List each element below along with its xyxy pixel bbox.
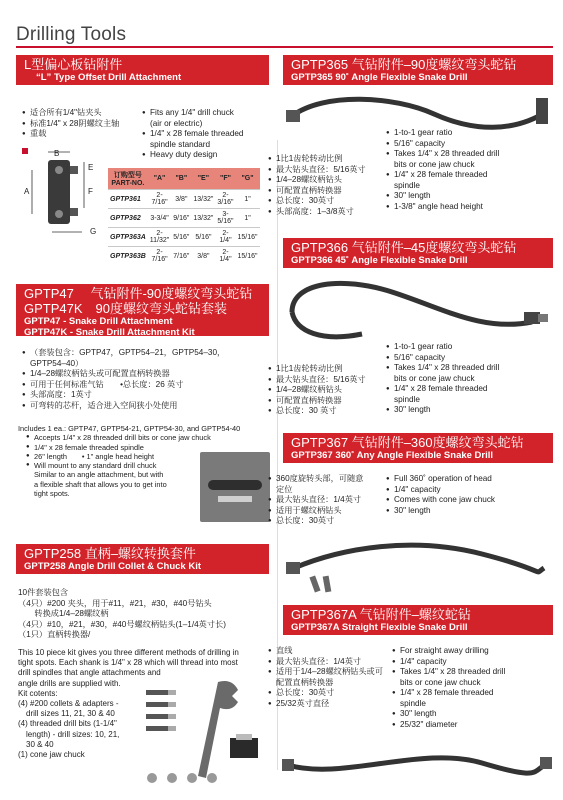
feature-item: (air or electric) [150,118,203,128]
feature-item: ● Heavy duty design [142,150,277,161]
section-title-cn: GPTP47K 90度螺纹弯头蛇钻套装 [24,300,227,316]
table-cell: 3/8" [191,247,215,266]
dim-label-b: B [54,149,60,158]
gptp258-cn-list [18,588,276,641]
feature-item: ● 30" length [386,506,551,517]
gptp365-en-list [386,128,551,212]
table-cell: 5/16" [171,228,191,247]
feature-item: ● 1-to-1 gear ratio [386,128,551,139]
feature-item: ● 总长度：30英寸 [268,516,390,527]
feature-item: ● 可配置直柄转换器 [268,186,388,197]
feature-item: ● 最大钻头直径：5/16英寸 [268,375,388,386]
table-cell: GPTP362 [108,209,148,228]
en-line: (4) #200 collets & adapters - [18,699,119,709]
table-row [108,190,260,209]
table-cell: GPTP363B [108,247,148,266]
feature-item: GPTP54–40） [30,358,84,368]
section-title-cn: L型偏心板钻附件 [24,57,123,72]
gptp367-cn-list [268,474,390,527]
section-header-gptp367a [283,605,553,635]
page-title: Drilling Tools [16,24,127,45]
table-cell: 13/32" [191,209,215,228]
feature-item: spindle [394,180,420,190]
table-cell: 2-7/16" [148,190,171,209]
section-title-cn: GPTP366 气钻附件–45度螺纹弯头蛇钻 [291,240,517,255]
en-line: tight spots. Each shank is 1/4" x 28 which will thread into most [18,658,238,668]
feature-item: ● 最大钻头直径：1/4英寸 [268,657,393,668]
gptp366-en-list [386,342,551,416]
gptp366-cn-list [268,364,388,417]
feature-item: spindle [394,394,420,404]
section-title-en: GPTP47K - Snake Drill Attachment Kit [24,326,195,338]
table-header: "A" [148,168,171,190]
feature-item: 配置直柄转换器 [276,677,334,687]
feature-item: ● Takes 1/4" x 28 threaded drill [386,149,551,160]
feature-item: ● 总长度：30英寸 [268,196,388,207]
feature-item: ● 1-3/8" angle head height [386,202,551,213]
feature-item: tight spots. [34,489,70,499]
en-line: length) - drill sizes: 10, 21, [18,729,120,739]
table-cell: 2-11/32" [148,228,171,247]
section-title-en: GPTP47 - Snake Drill Attachment [24,315,173,327]
title-rule [16,46,553,48]
feature-item: ● 重载 [22,129,147,140]
section-title-en: GPTP367 360˚ Any Angle Flexible Snake Drill [291,449,494,461]
en-line: drill sizes 11, 21, 30 & 40 [18,709,115,719]
section-header-gptp366 [283,238,553,268]
feature-item: ● 标准1/4" x 28阴螺纹主轴 [22,119,147,130]
l-type-cn-features [22,108,147,140]
feature-item: ● 1-to-1 gear ratio [386,342,551,353]
table-cell: 2-7/16" [148,247,171,266]
en-line: drill spindles that angle attachments and [18,668,161,678]
feature-item: bits or cone jaw chuck [394,159,475,169]
table-cell: 3-5/16" [215,209,235,228]
gptp367a-cn-list [268,646,393,709]
section-title-en: GPTP365 90˚ Angle Flexible Snake Drill [291,71,468,83]
feature-item: ● 总长度：30英寸 [268,688,393,699]
table-row [108,209,260,228]
section-title-cn: GPTP367A 气钻附件–螺纹蛇钻 [291,607,471,622]
feature-item: ● 1/4" x 28 female threaded spindle [26,443,273,452]
feature-item: ● 1/4" x 28 female threaded [386,170,551,181]
feature-item: ● Takes 1/4" x 28 threaded drill [392,667,552,678]
table-cell: 2-1/4" [215,247,235,266]
cn-line: （4只）#10，#21，#30，#40号螺纹柄钻头(1–1/4英寸长) [18,619,226,629]
table-header: "G" [236,168,260,190]
feature-item: ● 360度旋转头部，可随意 [268,474,390,485]
section-header-gptp367 [283,433,553,463]
feature-item: ● 头部高度：1–3/8英寸 [268,207,388,218]
feature-item: ● 26" length • 1" angle head height [26,452,273,461]
en-line: 30 & 40 [18,739,54,749]
feature-item: 定位 [276,484,293,494]
l-type-en-features [142,108,277,161]
feature-item: bits or cone jaw chuck [400,677,481,687]
table-cell: 1" [236,190,260,209]
feature-item: Similar to an angle attachment, but with [34,470,164,480]
table-cell: 3/8" [171,190,191,209]
feature-item: ● 适合所有1/4"钻夹头 [22,108,147,119]
feature-item: a flexible shaft that allows you to get into [34,479,167,489]
gptp367-en-list [386,474,551,516]
feature-item: ● For straight away drilling [392,646,552,657]
table-cell: 2-1/4" [215,228,235,247]
table-cell: 7/16" [171,247,191,266]
section-title-en: GPTP367A Straight Flexible Snake Drill [291,621,468,633]
table-header: "F" [215,168,235,190]
snake-drill-45-photo [282,272,554,352]
straight-snake-drill-photo [282,735,554,795]
table-cell: 15/16" [236,247,260,266]
feature-item: ● 5/16" capacity [386,139,551,150]
dim-label-a: A [24,187,30,196]
table-cell: 3-3/4" [148,209,171,228]
feature-item: ● 最大钻头直径：5/16英寸 [268,165,388,176]
feature-item: ● 30" length [386,191,551,202]
feature-item: ● （套装包含：GPTP47，GPTP54–21，GPTP54–30， [22,348,272,359]
section-header-gptp365 [283,55,553,85]
en-line: This 10 piece kit gives you three different methods of drilling in [18,648,239,657]
section-title-en: GPTP258 Angle Drill Collet & Chuck Kit [24,560,202,572]
feature-item: ● Takes 1/4" x 28 threaded drill [386,363,551,374]
dim-label-e: E [88,163,94,172]
snake-drill-360-photo [282,528,554,600]
feature-item: ● 25/32" diameter [392,720,552,731]
part-dimensions-table [108,168,260,265]
gptp367a-en-list [392,646,552,730]
feature-item: ● 5/16" capacity [386,353,551,364]
table-cell: 5/16" [191,228,215,247]
cn-line: 10件套装包含 [18,588,69,597]
section-title-cn: GPTP258 直柄–螺纹转换套件 [24,546,196,561]
feature-item: ● 可用于任何标准气钻 •总长度：26 英寸 [22,380,272,391]
table-header: 订购型号 PART-NO. [108,168,148,190]
feature-item: ● 1/4" capacity [386,485,551,496]
section-title-cn: GPTP47 气钻附件-90度螺纹弯头蛇钻 [24,286,253,301]
dim-label-g: G [90,227,97,236]
section-title-cn: GPTP367 气钻附件–360度螺纹弯头蛇钻 [291,435,524,450]
feature-item: ● 适用于1/4–28螺纹柄钻头或可 [268,667,393,678]
table-header: "B" [171,168,191,190]
en-line: angle drills are supplied with. [18,678,121,688]
table-cell: 15/16" [236,228,260,247]
feature-item: ● 可配置直柄转换器 [268,396,388,407]
feature-item: bits or cone jaw chuck [394,373,475,383]
feature-item: ● Fits any 1/4" drill chuck [142,108,277,119]
feature-item: ● 1/4–28螺纹柄钻头或可配置直柄转换器 [22,369,272,380]
table-cell: 13/32" [191,190,215,209]
feature-item: ● 头部高度：1英寸 [22,390,272,401]
feature-item: ● 1/4" x 28 female threaded [392,688,552,699]
feature-item: ● 30" length [392,709,552,720]
table-cell: 2-3/16" [215,190,235,209]
feature-item: ● 1/4–28螺纹柄钻头 [268,175,388,186]
table-row [108,228,260,247]
table-cell: 9/16" [171,209,191,228]
cn-line: （1只）直柄转换器/ [18,630,91,639]
table-cell: GPTP363A [108,228,148,247]
feature-item: spindle [400,698,426,708]
feature-item: ● Comes with cone jaw chuck [386,495,551,506]
section-title-cn: GPTP365 气钻附件–90度螺纹弯头蛇钻 [291,57,517,72]
feature-item: ● Full 360˚ operation of head [386,474,551,485]
table-header: "E" [191,168,215,190]
feature-item: ● 1比1齿轮转动比例 [268,364,388,375]
feature-item: ● 30" length [386,405,551,416]
offset-drill-diagram [22,148,107,238]
section-header-gptp47 [16,284,269,336]
feature-item: ● Will mount to any standard drill chuck [26,461,273,470]
feature-item: ● 1比1齿轮转动比例 [268,154,388,165]
section-title-en: GPTP366 45˚ Angle Flexible Snake Drill [291,254,468,266]
gptp365-cn-list [268,154,388,217]
feature-item: ● Accepts 1/4" x 28 threaded drill bits or cone jaw chuck [26,433,273,442]
en-line: (4) threaded drill bits (1-1/4" [18,719,117,729]
feature-item: ● 总长度：30 英寸 [268,406,388,417]
feature-item: ● 1/4–28螺纹柄钻头 [268,385,388,396]
feature-item: ● 最大钻头直径：1/4英寸 [268,495,390,506]
en-line: Kit cotents: [18,688,58,698]
cn-line: 转换成1/4–28螺纹柄 [18,609,109,618]
gptp47-cn-list [22,348,272,411]
snake-drill-kit-photo [200,452,270,522]
section-title-en: “L” Type Offset Drill Attachment [36,71,182,83]
table-cell: 1" [236,209,260,228]
feature-item: spindle standard [150,139,211,149]
feature-item: ● 直线 [268,646,393,657]
feature-item: ● 1/4" capacity [392,657,552,668]
feature-item: ● 1/4" x 28 female threaded [386,384,551,395]
cn-line: （4只）#200 夹头，用于#11，#21，#30，#40号钻头 [18,598,212,608]
section-header-gptp258 [16,544,269,574]
table-cell: GPTP361 [108,190,148,209]
collet-kit-illustration [140,678,275,793]
includes-text: Includes 1 ea.: GPTP47, GPTP54-21, GPTP54-30, and GPTP54-40 [18,424,241,433]
feature-item: ● 25/32英寸直径 [268,699,393,710]
feature-item: ● 适用于螺纹柄钻头 [268,506,390,517]
dim-label-f: F [88,187,93,196]
feature-item: ● 1/4" x 28 female threaded [142,129,277,140]
table-row [108,247,260,266]
feature-item: ● 可弯转的芯杆，适合进入空间狭小处使用 [22,401,272,412]
en-line: (1) cone jaw chuck [18,750,85,760]
section-header-l-type [16,55,269,85]
